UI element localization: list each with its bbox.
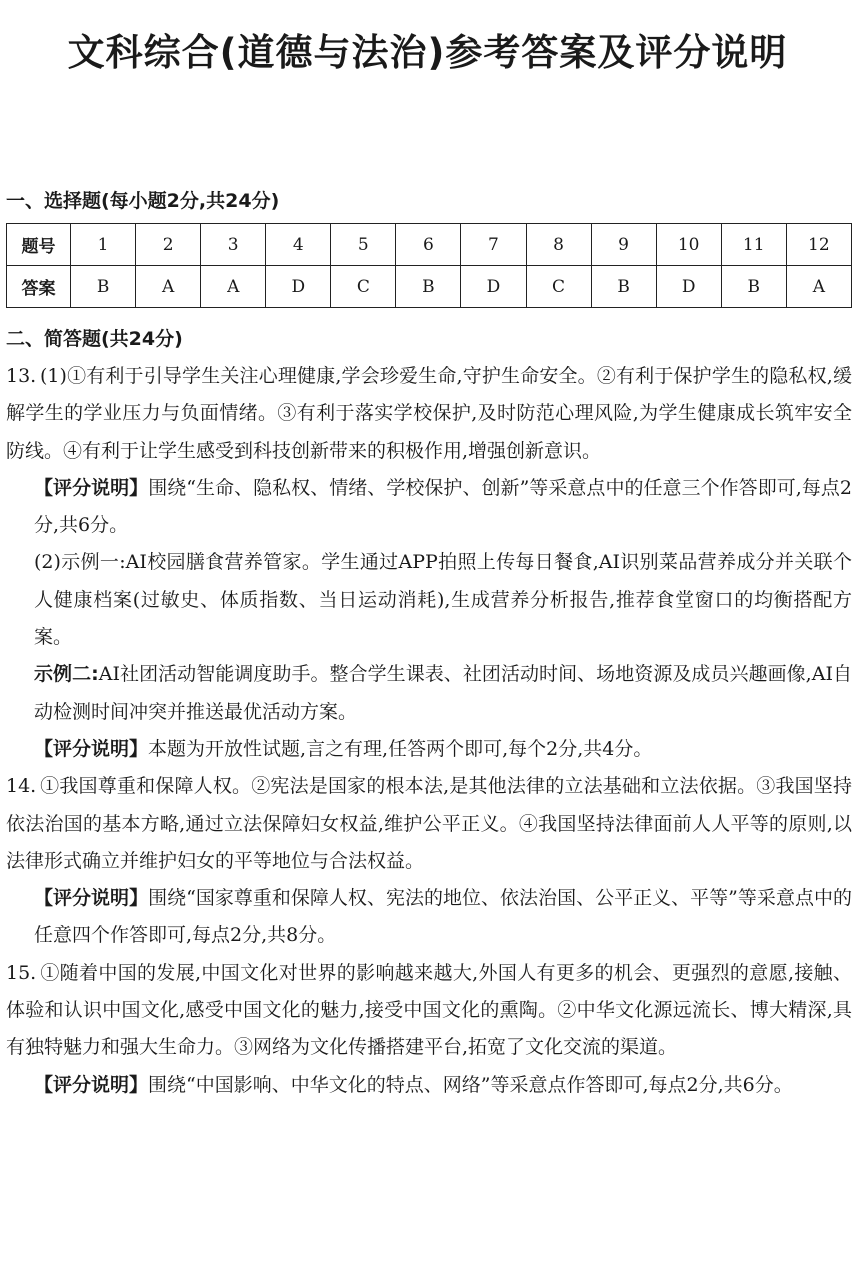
question-number-cell: 6 — [396, 224, 461, 266]
q15-note-text: 围绕“中国影响、中华文化的特点、网络”等采意点作答即可,每点2分,共6分。 — [148, 1073, 793, 1096]
q13-note2 — [6, 731, 852, 768]
question-number-cell: 3 — [201, 224, 266, 266]
answer-cell: C — [526, 266, 591, 308]
answer-cell: A — [201, 266, 266, 308]
question-number-cell: 7 — [461, 224, 526, 266]
q13-example2-label: 示例二: — [34, 663, 99, 686]
q13-number: 13. — [6, 365, 37, 387]
question-number-cell: 4 — [266, 224, 331, 266]
q14-answer — [6, 768, 852, 880]
q14-answer-text: ①我国尊重和保障人权。②宪法是国家的根本法,是其他法律的立法基础和立法依据。③我国坚持依法治国的基本方略,通过立法保障妇女权益,维护公平正义。④我国坚持法律面前人人平等的原则,以法律形式确立并维护妇女的平等地位与合法权益。 — [6, 775, 852, 872]
question-number-cell: 11 — [721, 224, 786, 266]
answer-cell: B — [71, 266, 136, 308]
question-number-cell: 5 — [331, 224, 396, 266]
answer-cell: D — [266, 266, 331, 308]
question-number-cell: 2 — [136, 224, 201, 266]
answer-cell: D — [656, 266, 721, 308]
q13-part1 — [6, 358, 852, 470]
q13-note1-text: 围绕“生命、隐私权、情绪、学校保护、创新”等采意点中的任意三个作答即可,每点2分,共6分。 — [34, 476, 852, 537]
q13-note2-label: 【评分说明】 — [34, 737, 149, 760]
answer-cell: A — [136, 266, 201, 308]
q14-note — [6, 880, 852, 955]
row-label-answer: 答案 — [7, 266, 71, 308]
page-title: 文科综合(道德与法治)参考答案及评分说明 — [67, 31, 788, 74]
q15-note — [6, 1067, 852, 1104]
answer-cell: C — [331, 266, 396, 308]
question-number-cell: 12 — [786, 224, 851, 266]
row-label-question: 题号 — [7, 224, 71, 266]
q13-note1-label: 【评分说明】 — [34, 476, 149, 499]
answer-cell: D — [461, 266, 526, 308]
question-number-cell: 1 — [71, 224, 136, 266]
q15-number: 15. — [6, 961, 37, 984]
q15-answer — [6, 955, 852, 1067]
section2-heading: 二、简答题(共24分) — [6, 328, 183, 350]
question-number-cell: 9 — [591, 224, 656, 266]
short-answer-body — [6, 358, 852, 1104]
q14-number: 14. — [6, 775, 37, 798]
q14-note-text: 围绕“国家尊重和保障人权、宪法的地位、依法治国、公平正义、平等”等采意点中的任意四个作答即可,每点2分,共8分。 — [34, 887, 852, 947]
q13-part1-text: (1)①有利于引导学生关注心理健康,学会珍爱生命,守护生命安全。②有利于保护学生的隐私权,缓解学生的学业压力与负面情绪。③有利于落实学校保护,及时防范心理风险,为学生健康成长筑牢安全防线。④有利于让学生感受到科技创新带来的积极作用,增强创新意识。 — [6, 365, 852, 462]
answer-cell: B — [721, 266, 786, 308]
question-number-row — [7, 224, 852, 266]
q13-example2-text: AI社团活动智能调度助手。整合学生课表、社团活动时间、场地资源及成员兴趣画像,AI自动检测时间冲突并推送最优活动方案。 — [34, 663, 852, 723]
section1-heading: 一、选择题(每小题2分,共24分) — [6, 190, 280, 212]
q13-part2 — [6, 544, 852, 656]
answer-table — [6, 223, 852, 308]
question-number-cell: 10 — [656, 224, 721, 266]
q13-example2 — [6, 656, 852, 731]
q13-note2-text: 本题为开放性试题,言之有理,任答两个即可,每个2分,共4分。 — [148, 737, 653, 760]
q15-answer-text: ①随着中国的发展,中国文化对世界的影响越来越大,外国人有更多的机会、更强烈的意愿,接触、体验和认识中国文化,感受中国文化的魅力,接受中国文化的熏陶。②中华文化源远流长、博大精深,具有独特魅力和强大生命力。③网络为文化传播搭建平台,拓宽了文化交流的渠道。 — [6, 961, 852, 1059]
answer-cell: A — [786, 266, 851, 308]
q14-note-label: 【评分说明】 — [34, 887, 149, 910]
q13-part2-text: (2)示例一:AI校园膳食营养管家。学生通过APP拍照上传每日餐食,AI识别菜品营养成分并关联个人健康档案(过敏史、体质指数、当日运动消耗),生成营养分析报告,推荐食堂窗口的均衡搭配方案。 — [34, 551, 852, 649]
answer-row — [7, 266, 852, 308]
q13-note1 — [6, 470, 852, 545]
answer-cell: B — [396, 266, 461, 308]
q15-note-label: 【评分说明】 — [34, 1073, 149, 1096]
answer-cell: B — [591, 266, 656, 308]
question-number-cell: 8 — [526, 224, 591, 266]
